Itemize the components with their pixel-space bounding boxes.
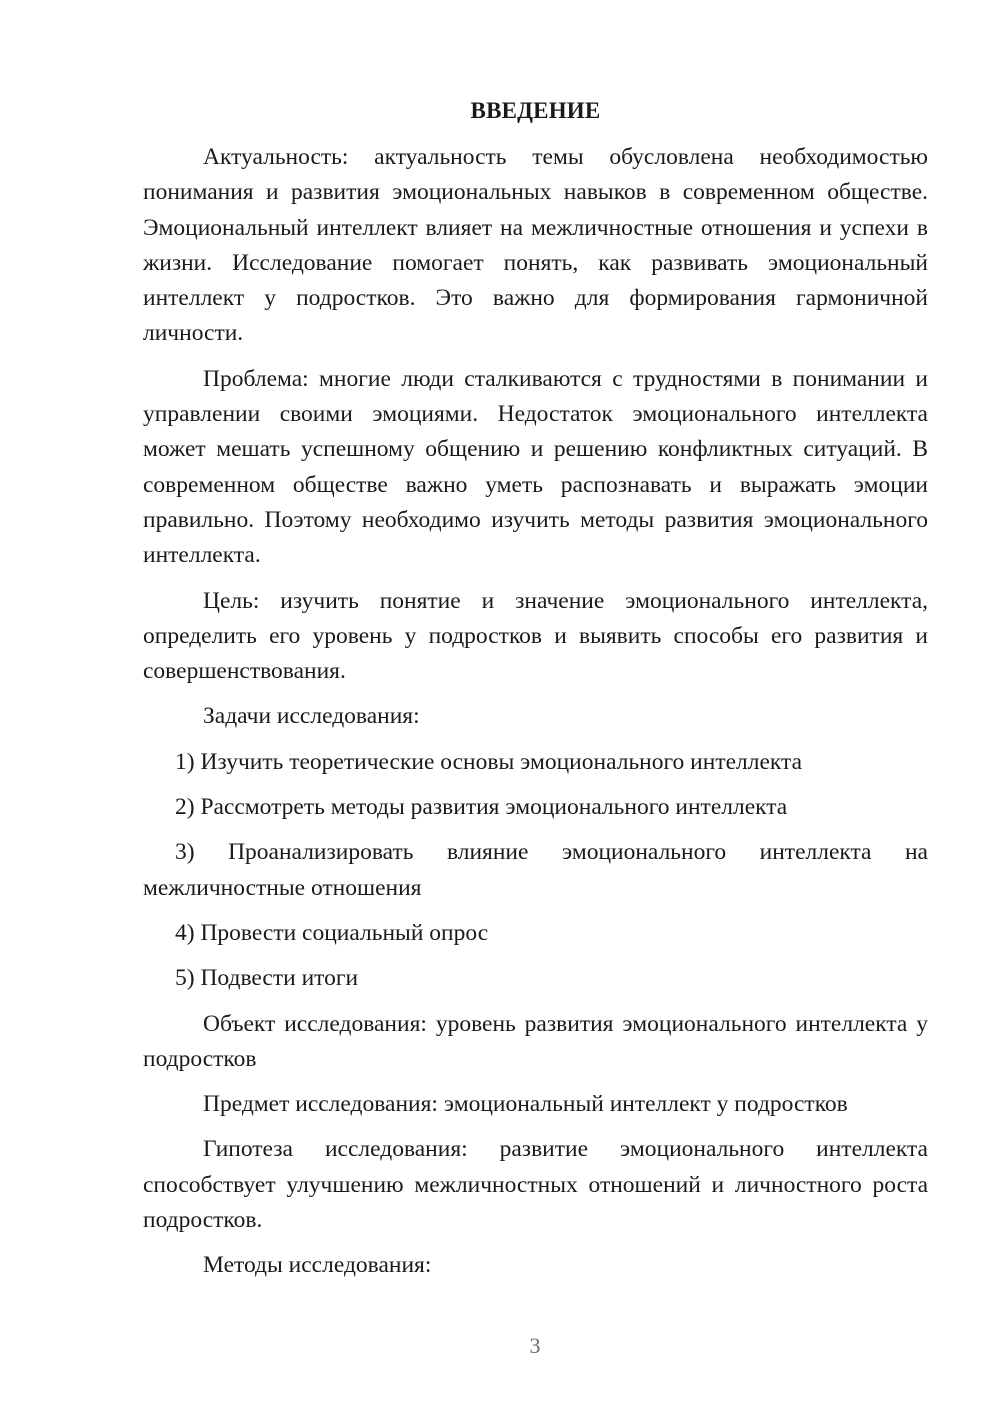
paragraph-tasks-title: Задачи исследования:: [203, 703, 420, 730]
paragraph-problem: Проблема: многие люди сталкиваются с трудностями в понимании и управлении своими эмоциями. Недостаток эмоционального интеллекта может мешать успешному общению и решению конфликтных ситуаций. В современном обществе важно уметь распознавать и выражать эмоции правильно. Поэтому необходимо изучить методы развития эмоционального интеллекта.: [143, 365, 928, 569]
paragraph-subject: Предмет исследования: эмоциональный интеллект у подростков: [203, 1091, 848, 1118]
document-page: [143, 96, 928, 1294]
paragraph-relevance: Актуальность: актуальность темы обусловлена необходимостью понимания и развития эмоциональных навыков в современном обществе. Эмоциональный интеллект влияет на межличностные отношения и успехи в жизни. Исследование помогает понять, как развивать эмоциональный интеллект у подростков. Это важно для формирования гармоничной личности.: [143, 144, 928, 347]
task-item-1: 1) Изучить теоретические основы эмоционального интеллекта: [175, 748, 803, 775]
paragraph-methods: Методы исследования:: [203, 1252, 432, 1279]
paragraph-object: Объект исследования: уровень развития эмоционального интеллекта у подростков: [143, 1010, 928, 1072]
task-item-2: 2) Рассмотреть методы развития эмоционального интеллекта: [175, 794, 788, 821]
task-item-5: 5) Подвести итоги: [175, 965, 359, 992]
paragraph-goal: Цель: изучить понятие и значение эмоционального интеллекта, определить его уровень у подростков и выявить способы его развития и совершенствования.: [143, 587, 928, 685]
task-item-4: 4) Провести социальный опрос: [175, 919, 489, 946]
paragraph-hypothesis: Гипотеза исследования: развитие эмоционального интеллекта способствует улучшению межличностных отношений и личностного роста подростков.: [143, 1136, 928, 1234]
task-item-3: 3) Проанализировать влияние эмоционального интеллекта на межличностные отношения: [143, 839, 928, 901]
section-heading: ВВЕДЕНИЕ: [470, 98, 601, 123]
page-number: 3: [529, 1333, 541, 1358]
